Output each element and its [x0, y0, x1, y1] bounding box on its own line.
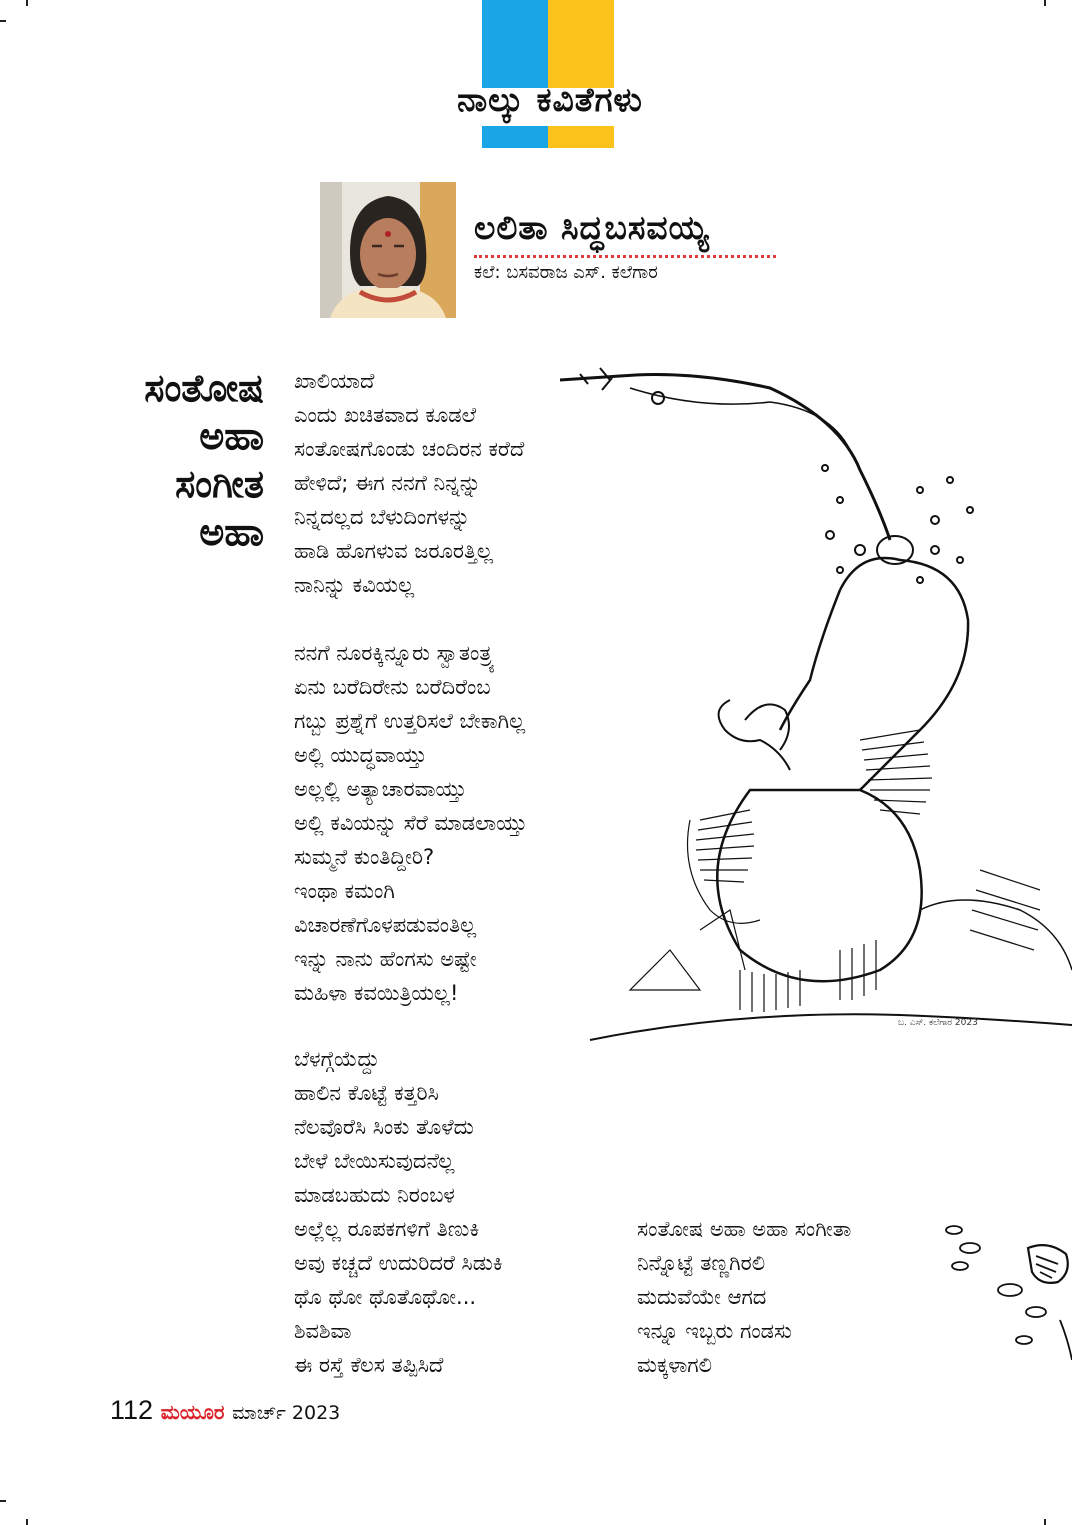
poem-line: ನನಗೆ ನೂರಕ್ಕಿನ್ನೂರು ಸ್ವಾತಂತ್ರ್ಯ — [294, 641, 496, 665]
crop-mark — [0, 20, 6, 22]
poem-line: ವಿಚಾರಣೆಗೊಳಪಡುವಂತಿಲ್ಲ — [294, 913, 477, 937]
poem-line: ಬೇಳೆ ಬೇಯಿಸುವುದನೆಲ್ಲ — [294, 1149, 455, 1173]
poem-title-line: ಅಹಾ — [199, 414, 264, 458]
header-bar-yellow — [548, 126, 614, 148]
corner-illustration — [940, 1220, 1072, 1370]
stanza-2 — [294, 636, 527, 1010]
poem-line: ಸುಮ್ಮನೆ ಕುಂತಿದ್ದೀರಿ? — [294, 845, 435, 869]
poem-line: ಇನ್ನು ನಾನು ಹೆಂಗಸು ಅಷ್ಟೇ — [294, 947, 477, 971]
poem-line: ಅಲ್ಲಿ ಯುದ್ಧವಾಯ್ತು — [294, 743, 427, 767]
poem-line: ಅವು ಕಚ್ಚದೆ ಉದುರಿದರೆ ಸಿಡುಕಿ — [294, 1251, 503, 1275]
poem-line: ಹಾಡಿ ಹೊಗಳುವ ಜರೂರತ್ತಿಲ್ಲ — [294, 539, 494, 563]
poem-line: ಸಂತೋಷಗೊಂಡು ಚಂದಿರನ ಕರೆದೆ — [294, 437, 525, 461]
poem-line: ಮದುವೆಯೇ ಆಗದ — [637, 1285, 767, 1309]
poem-line: ಮಕ್ಕಳಾಗಲಿ — [637, 1353, 712, 1377]
poem-line: ಇಂಥಾ ಕಮಂಗಿ — [294, 879, 395, 903]
stanza-4 — [637, 1212, 851, 1382]
header-block-blue — [482, 0, 548, 88]
author-name: ಲಲಿತಾ ಸಿದ್ಧಬಸವಯ್ಯ — [474, 208, 710, 247]
poem-line: ಖಾಲಿಯಾದೆ — [294, 369, 375, 393]
poem-line: ಎಂದು ಖಚಿತವಾದ ಕೂಡಲೆ — [294, 403, 477, 427]
issue-date: ಮಾರ್ಚ್ 2023 — [232, 1402, 341, 1424]
art-credit: ಕಲೆ: ಬಸವರಾಜ ಎಸ್. ಕಲೆಗಾರ — [474, 262, 658, 283]
poem-line: ಸಂತೋಷ ಅಹಾ ಅಹಾ ಸಂಗೀತಾ — [637, 1217, 852, 1241]
poem-line: ಏನು ಬರೆದಿರೇನು ಬರೆದಿರೆಂಬ — [294, 675, 491, 699]
poem-line: ಈ ರಸ್ತೆ ಕೆಲಸ ತಪ್ಪಿಸಿದೆ — [294, 1353, 444, 1377]
stanza-1 — [294, 364, 524, 602]
cartoon-illustration — [540, 350, 1072, 1070]
poem-line: ಬೆಳಗ್ಗೆಯೆದ್ದು — [294, 1047, 380, 1071]
illustration-signature: ಬ. ಎಸ್. ಕಲೆಗಾರ 2023 — [898, 1018, 978, 1028]
poem-line: ಹೇಳಿದೆ; ಈಗ ನನಗೆ ನಿನ್ನನ್ನು — [294, 471, 481, 495]
crop-mark — [26, 1519, 28, 1525]
poem-line: ಮಹಿಳಾ ಕವಯಿತ್ರಿಯಲ್ಲ! — [294, 981, 459, 1005]
header-bar-blue — [482, 126, 548, 148]
poem-line: ನಾನಿನ್ನು ಕವಿಯಲ್ಲ — [294, 573, 415, 597]
poem-line: ಶಿವಶಿವಾ — [294, 1319, 352, 1343]
crop-mark — [26, 0, 28, 6]
crop-mark — [1044, 1519, 1046, 1525]
crop-mark — [1044, 0, 1046, 6]
poem-line: ಹಾಲಿನ ಕೊಟ್ಟೆ ಕತ್ತರಿಸಿ — [294, 1081, 439, 1105]
author-dotted-rule — [474, 255, 776, 258]
poem-line: ಗಬ್ಬು ಪ್ರಶ್ನೆಗೆ ಉತ್ತರಿಸಲೆ ಬೇಕಾಗಿಲ್ಲ — [294, 709, 526, 733]
poem-line: ಅಲ್ಲಿ ಕವಿಯನ್ನು ಸೆರೆ ಮಾಡಲಾಯ್ತು — [294, 811, 528, 835]
poem-title-line: ಸಂಗೀತ — [175, 462, 264, 506]
poem-line: ಇನ್ನೂ ಇಬ್ಬರು ಗಂಡಸು — [637, 1319, 792, 1343]
author-photo — [320, 182, 456, 318]
stanza-3 — [294, 1042, 503, 1382]
page-footer — [110, 1395, 340, 1426]
poem-title-line: ಸಂತೋಷ — [144, 366, 264, 410]
poem-line: ನಿನ್ನೊಟ್ಟೆ ತಣ್ಣಗಿರಲಿ — [637, 1251, 766, 1275]
section-title: ನಾಲ್ಕು ಕವಿತೆಗಳು — [457, 80, 643, 119]
poem-line: ನಿನ್ನದಲ್ಲದ ಬೆಳುದಿಂಗಳನ್ನು — [294, 505, 471, 529]
page-number: 112 — [110, 1395, 154, 1425]
magazine-name: ಮಯೂರ — [160, 1400, 225, 1424]
poem-line: ಅಲ್ಲಲ್ಲಿ ಅತ್ಯಾಚಾರವಾಯ್ತು — [294, 777, 467, 801]
poem-line: ಮಾಡಬಹುದು ನಿರಂಬಳ — [294, 1183, 455, 1207]
poem-title-line: ಅಹಾ — [199, 510, 264, 554]
poem-title — [144, 364, 264, 556]
poem-line: ಅಲ್ಲೆಲ್ಲ ರೂಪಕಗಳಿಗೆ ತಿಣುಕಿ — [294, 1217, 480, 1241]
poem-line: ನೆಲವೊರೆಸಿ ಸಿಂಕು ತೊಳೆದು — [294, 1115, 474, 1139]
crop-mark — [0, 1500, 6, 1502]
poem-line: ಥೊ ಥೋ ಥೊತೊಥೋ... — [294, 1285, 477, 1309]
header-block-yellow — [548, 0, 614, 88]
